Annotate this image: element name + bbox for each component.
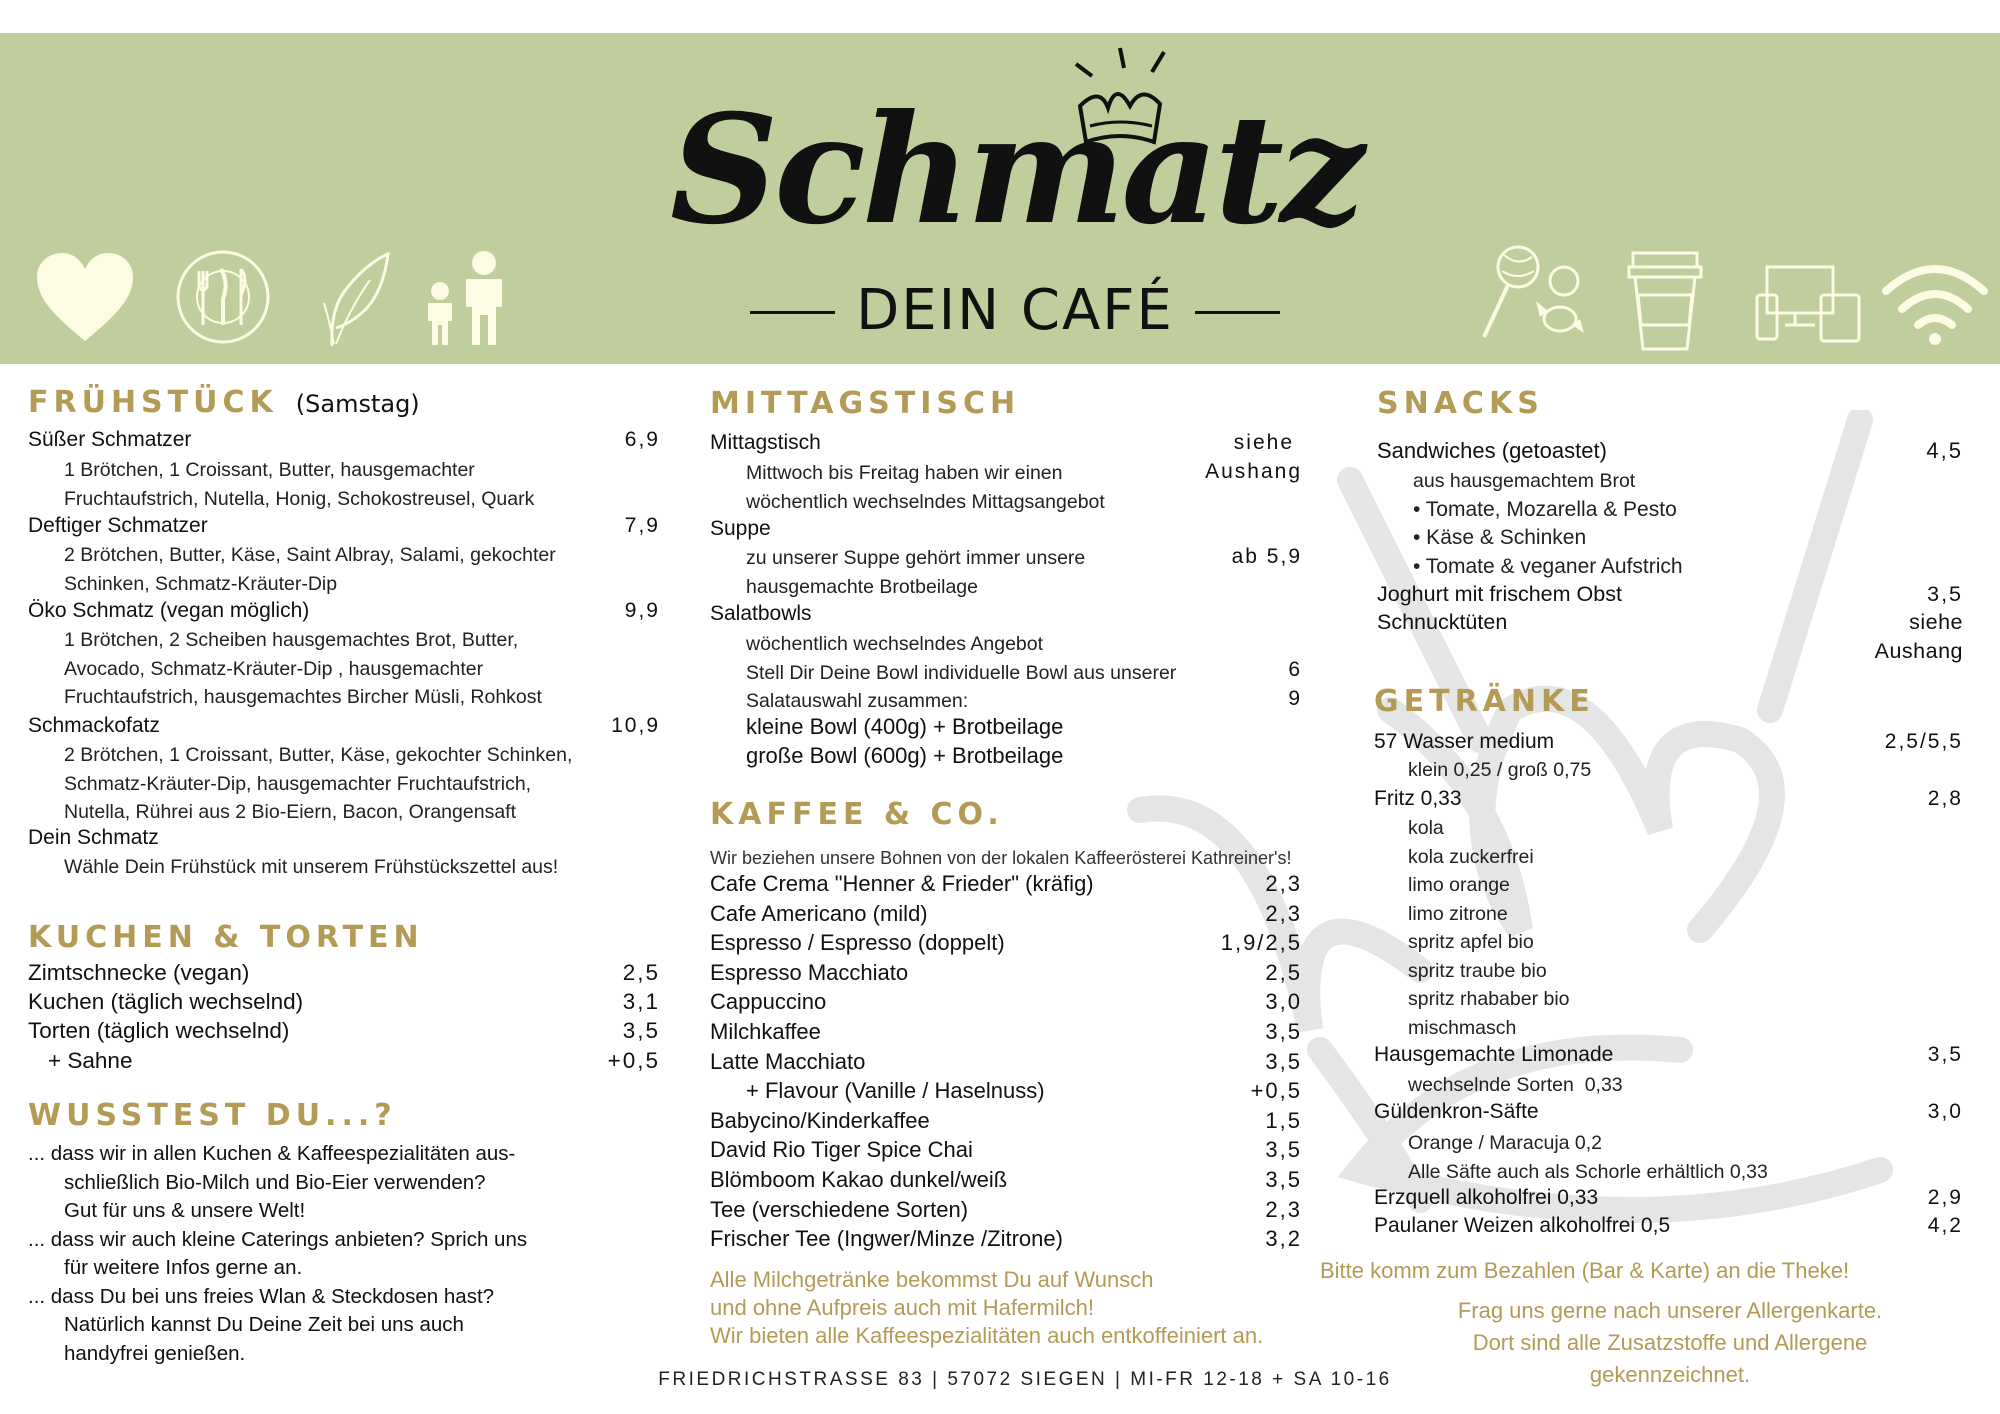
item-price: 3,5 <box>1265 1167 1302 1192</box>
item-price: 3,5 <box>622 1018 660 1043</box>
kaffee-list <box>710 870 1302 1260</box>
section-title-fruehstueck <box>28 385 420 420</box>
item-name: Zimtschnecke (vegan) <box>28 960 250 985</box>
fritz-sorts <box>1408 814 1570 1042</box>
item-name: Paulaner Weizen alkoholfrei 0,5 <box>1374 1214 1671 1237</box>
tagline-text: DEIN CAFÉ <box>856 278 1174 343</box>
item-name: Tee (verschiedene Sorten) <box>710 1196 969 1222</box>
item-name: Deftiger Schmatzer <box>28 514 208 537</box>
desc-line: zu unserer Suppe gehört immer unsere <box>746 547 1086 569</box>
item-price: 3,5 <box>1265 1019 1302 1044</box>
leaf-icon <box>322 248 392 348</box>
item-name: Joghurt mit frischem Obst <box>1377 582 1622 606</box>
desc-line: wöchentlich wechselndes Angebot <box>746 633 1044 655</box>
coffee-cup-icon <box>1627 251 1703 351</box>
item-name: David Rio Tiger Spice Chai <box>710 1137 973 1163</box>
kaffee-intro: Wir beziehen unsere Bohnen von der lokalen Kaffeerösterei Kathreiner's! <box>710 848 1292 868</box>
desc-line: Alle Säfte auch als Schorle erhältlich 0,33 <box>1408 1160 1768 1183</box>
item-price: 1,9/2,5 <box>1220 930 1302 956</box>
desc-line: • Tomate, Mozarella & Pesto <box>1413 497 1677 521</box>
item-name: Hausgemachte Limonade <box>1374 1043 1614 1066</box>
item-price: siehe <box>1233 431 1294 454</box>
desc-line: Avocado, Schmatz-Kräuter-Dip , hausgemachter <box>64 657 484 680</box>
item-price: 3,5 <box>1927 582 1963 606</box>
section-title-mittag: MITTAGSTISCH <box>710 386 1021 421</box>
item-name: Milchkaffee <box>710 1019 821 1044</box>
wusstest-line: schließlich Bio-Milch und Bio-Eier verwenden? <box>64 1170 486 1194</box>
desc-line: wöchentlich wechselndes Mittagsangebot <box>746 490 1105 513</box>
desc-line: Wähle Dein Frühstück mit unserem Frühstückszettel aus! <box>64 856 559 878</box>
note-line: Alle Milchgetränke bekommst Du auf Wunsch <box>710 1267 1154 1292</box>
desc-line: 1 Brötchen, 1 Croissant, Butter, hausgemachter <box>64 459 475 481</box>
wusstest-line: für weitere Infos gerne an. <box>64 1256 303 1279</box>
item-name: Cafe Crema "Henner & Frieder" (kräfig) <box>710 871 1094 896</box>
item-description <box>64 741 572 827</box>
item-price: 9,9 <box>624 599 660 622</box>
item-name: Fritz 0,33 <box>1374 787 1462 810</box>
section-title-kuchen: KUCHEN & TORTEN <box>28 920 424 955</box>
item-name: Suppe <box>710 517 771 540</box>
desc-line: 2 Brötchen, Butter, Käse, Saint Albray, Salami, gekochter <box>64 544 556 566</box>
item-price: 2,3 <box>1265 900 1302 926</box>
sort-line: kola <box>1408 817 1444 839</box>
logo-wordmark: Schmatz <box>670 82 1362 258</box>
note-line: Frag uns gerne nach unserer Allergenkarte. <box>1457 1298 1883 1323</box>
desc-line: Stell Dir Deine Bowl individuelle Bowl aus unserer <box>746 661 1177 684</box>
item-price: 3,0 <box>1265 989 1302 1015</box>
desc-line: aus hausgemachtem Brot <box>1413 470 1636 492</box>
item-description: wechselnde Sorten 0,33 <box>1408 1074 1623 1096</box>
desc-line: 1 Brötchen, 2 Scheiben hausgemachtes Brot, Butter, <box>64 629 519 651</box>
desc-line: Schinken, Schmatz-Kräuter-Dip <box>64 572 338 595</box>
item-name: Erzquell alkoholfrei 0,33 <box>1374 1186 1599 1209</box>
tagline <box>750 278 1280 343</box>
wusstest-text <box>28 1140 527 1368</box>
item-name: Cappuccino <box>710 989 827 1015</box>
item-name: Güldenkron-Säfte <box>1374 1100 1539 1123</box>
item-name: Schnucktüten <box>1377 610 1508 634</box>
sort-line: spritz traube bio <box>1408 959 1547 982</box>
item-name: Salatbowls <box>710 602 812 625</box>
item-name: + Flavour (Vanille / Haselnuss) <box>746 1078 1045 1104</box>
wusstest-line: ... dass Du bei uns freies Wlan & Steckdosen hast? <box>28 1284 495 1308</box>
item-description <box>64 541 556 598</box>
desc-line: Orange / Maracuja 0,2 <box>1408 1132 1603 1154</box>
item-name: Öko Schmatz (vegan möglich) <box>28 599 310 622</box>
candy-icon <box>1478 241 1590 347</box>
item-price: 9 <box>1288 687 1302 710</box>
wusstest-line: Natürlich kannst Du Deine Zeit bei uns auch <box>64 1313 464 1336</box>
item-price: siehe <box>1909 610 1963 634</box>
item-name: kleine Bowl (400g) + Brotbeilage <box>746 714 1064 739</box>
item-name: Blömboom Kakao dunkel/weiß <box>710 1167 1008 1192</box>
desc-line: Schmatz-Kräuter-Dip, hausgemachter Fruchtaufstrich, <box>64 772 532 795</box>
section-title-wusstest: WUSSTEST DU...? <box>28 1098 397 1133</box>
item-name: Cafe Americano (mild) <box>710 900 928 926</box>
item-price: 4,2 <box>1927 1214 1963 1237</box>
item-price: 3,1 <box>622 989 660 1014</box>
item-description <box>64 853 558 882</box>
sort-line: spritz apfel bio <box>1408 931 1534 953</box>
sort-line: limo orange <box>1408 874 1510 896</box>
item-price: 2,5/5,5 <box>1884 730 1963 753</box>
note-line: Dort sind alle Zusatzstoffe und Allergene <box>1472 1330 1868 1355</box>
wusstest-line: handyfrei genießen. <box>64 1341 246 1365</box>
item-price: 2,3 <box>1265 871 1302 896</box>
item-price: Aushang <box>1874 639 1963 663</box>
item-description <box>1413 467 1683 581</box>
address-footer: FRIEDRICHSTRASSE 83 | 57072 SIEGEN | MI-FR 12-18 + SA 10-16 <box>658 1369 1392 1390</box>
item-price: 2,9 <box>1927 1186 1963 1209</box>
item-name: große Bowl (600g) + Brotbeilage <box>746 743 1064 768</box>
desc-line: Fruchtaufstrich, Nutella, Honig, Schokostreusel, Quark <box>64 487 535 510</box>
item-price: 3,5 <box>1265 1048 1302 1074</box>
item-name: Süßer Schmatzer <box>28 428 192 451</box>
sort-line: limo zitrone <box>1408 902 1508 925</box>
item-price: 3,2 <box>1265 1226 1302 1252</box>
logo <box>670 60 1362 280</box>
section-title-kaffee: KAFFEE & CO. <box>710 797 1004 832</box>
cutlery-plate-icon <box>175 249 271 345</box>
item-price: 10,9 <box>611 714 660 737</box>
item-price: 3,5 <box>1927 1043 1963 1066</box>
item-name: Frischer Tee (Ingwer/Minze /Zitrone) <box>710 1226 1063 1252</box>
sort-line: mischmasch <box>1408 1016 1517 1039</box>
kaffee-note <box>710 1266 1263 1350</box>
item-description: klein 0,25 / groß 0,75 <box>1408 759 1592 781</box>
desc-line: hausgemachte Brotbeilage <box>746 575 978 598</box>
crown-icon <box>1070 46 1180 156</box>
desc-line: • Tomate & veganer Aufstrich <box>1413 554 1683 578</box>
note-line: Wir bieten alle Kaffeespezialitäten auch entkoffeiniert an. <box>710 1323 1264 1348</box>
item-name: + Sahne <box>48 1048 133 1073</box>
item-name: Babycino/Kinderkaffee <box>710 1107 930 1133</box>
item-price: ab 5,9 <box>1231 545 1302 568</box>
desc-line: Nutella, Rührei aus 2 Bio-Eiern, Bacon, Orangensaft <box>64 801 516 823</box>
desc-line: Mittwoch bis Freitag haben wir einen <box>746 462 1063 484</box>
fruehstueck-subtitle: (Samstag) <box>295 390 420 418</box>
item-name: Kuchen (täglich wechselnd) <box>28 989 304 1014</box>
desc-line: 2 Brötchen, 1 Croissant, Butter, Käse, gekochter Schinken, <box>64 744 573 766</box>
allergy-note <box>1380 1295 1960 1391</box>
item-price: 2,3 <box>1265 1196 1302 1222</box>
item-description <box>64 626 542 712</box>
item-name: Mittagstisch <box>710 431 821 454</box>
item-price: 1,5 <box>1265 1107 1302 1133</box>
item-price: 4,5 <box>1926 438 1963 463</box>
wusstest-line: Gut für uns & unsere Welt! <box>64 1199 306 1222</box>
item-price: +0,5 <box>607 1048 660 1073</box>
item-price: 2,5 <box>622 960 660 985</box>
fruehstueck-title: FRÜHSTÜCK <box>28 385 278 420</box>
desc-line: Fruchtaufstrich, hausgemachtes Bircher Müsli, Rohkost <box>64 686 542 708</box>
item-price: 6 <box>1288 658 1302 681</box>
sort-line: kola zuckerfrei <box>1408 845 1534 868</box>
wusstest-line: ... dass wir in allen Kuchen & Kaffeespezialitäten aus- <box>28 1142 516 1165</box>
wusstest-line: ... dass wir auch kleine Caterings anbieten? Sprich uns <box>28 1227 528 1251</box>
item-price: 3,5 <box>1265 1137 1302 1163</box>
item-description <box>746 459 1105 516</box>
item-name: 57 Wasser medium <box>1374 730 1555 753</box>
wifi-icon <box>1882 261 1988 347</box>
item-price: 3,0 <box>1927 1100 1963 1123</box>
item-price: 2,5 <box>1265 959 1302 985</box>
item-price: 7,9 <box>624 514 660 537</box>
devices-icon <box>1755 265 1861 345</box>
item-name: Torten (täglich wechselnd) <box>28 1018 290 1043</box>
section-title-getraenke: GETRÄNKE <box>1374 684 1595 719</box>
item-name: Sandwiches (getoastet) <box>1377 438 1607 463</box>
item-price: 6,9 <box>624 428 660 451</box>
item-price: +0,5 <box>1250 1078 1302 1104</box>
tagline-rule-left <box>750 311 835 314</box>
item-price: Aushang <box>1205 460 1302 483</box>
section-title-snacks: SNACKS <box>1377 386 1544 421</box>
sort-line: spritz rhababer bio <box>1408 988 1570 1010</box>
item-name: Schmackofatz <box>28 714 160 737</box>
item-name: Dein Schmatz <box>28 826 159 849</box>
item-description <box>746 630 1176 716</box>
desc-line: Salatauswahl zusammen: <box>746 690 969 712</box>
item-description <box>64 456 534 513</box>
item-description <box>746 544 1085 601</box>
tagline-rule-right <box>1195 311 1280 314</box>
item-name: Espresso Macchiato <box>710 959 909 985</box>
item-name: Latte Macchiato <box>710 1048 866 1074</box>
note-line: gekennzeichnet. <box>1589 1362 1751 1387</box>
note-line: und ohne Aufpreis auch mit Hafermilch! <box>710 1295 1094 1320</box>
item-price: 2,8 <box>1927 787 1963 810</box>
family-icon <box>418 249 518 347</box>
item-description <box>1408 1129 1768 1186</box>
desc-line: • Käse & Schinken <box>1413 526 1587 549</box>
heart-icon <box>35 251 135 343</box>
item-name: Espresso / Espresso (doppelt) <box>710 930 1005 956</box>
pay-note: Bitte komm zum Bezahlen (Bar & Karte) an die Theke! <box>1320 1258 1850 1283</box>
